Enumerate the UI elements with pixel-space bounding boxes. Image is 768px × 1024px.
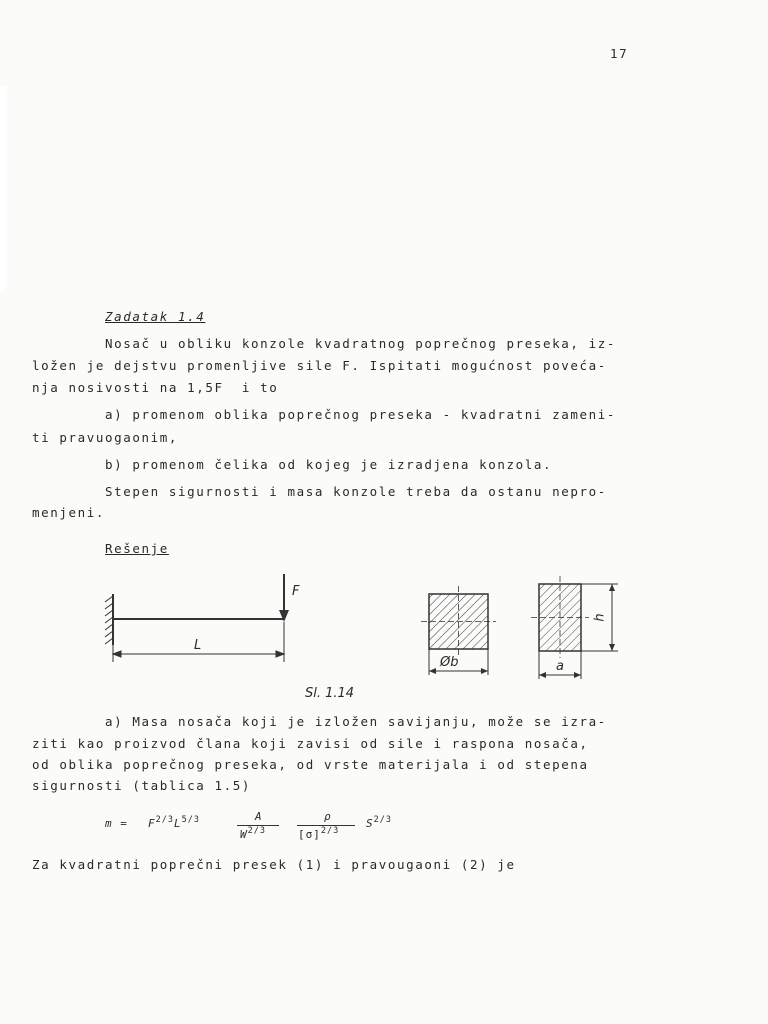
task-line-1: Nosač u obliku konzole kvadratnog poprečnog preseka, iz- <box>105 336 617 351</box>
solution-line-4: sigurnosti (tablica 1.5) <box>32 778 252 793</box>
formula-force-term: $F^{2/3}L^{5/3}$ <box>148 815 200 830</box>
task-heading: Zadatak 1.4 <box>105 309 206 324</box>
height-label: h <box>592 613 608 622</box>
solution-line-3: od oblika poprečnog preseka, od vrste materijala i od stepena <box>32 757 589 772</box>
formula-sigma-term: $[\sigma]^{2/3}$ <box>298 826 340 841</box>
task-line-3: nja nosivosti na 1,5F i to <box>32 380 279 395</box>
solution-line-1: a) Masa nosača koji je izložen savijanju, može se izra- <box>105 714 607 729</box>
task-line-7: Stepen sigurnosti i masa konzole treba da ostanu nepro- <box>105 484 607 499</box>
task-line-6: b) promenom čelika od kojeg je izradjena konzola. <box>105 457 553 472</box>
closing-line: Za kvadratni poprečni presek (1) i pravougaoni (2) je <box>32 857 516 872</box>
formula-A: A <box>255 810 263 823</box>
formula-W-term: $W^{2/3}$ <box>240 826 266 841</box>
scan-edge <box>0 86 6 291</box>
task-line-8: menjeni. <box>32 505 106 520</box>
rect-width-label: a <box>556 659 564 674</box>
width-label: Øb <box>440 655 459 670</box>
rectangle-cross-section <box>531 576 618 679</box>
page-number: 17 <box>610 46 629 61</box>
formula-m: m = <box>105 817 128 830</box>
force-arrow <box>279 574 289 622</box>
solution-line-2: ziti kao proizvod člana koji zavisi od sile i raspona nosača, <box>32 736 589 751</box>
formula-S-term: $S^{2/3}$ <box>366 815 392 830</box>
solution-heading: Rešenje <box>105 541 169 556</box>
wall-support <box>105 594 113 645</box>
task-line-4: a) promenom oblika poprečnog preseka - kvadratni zameni- <box>105 407 617 422</box>
square-cross-section <box>421 586 496 675</box>
formula-rho: ρ <box>324 810 332 823</box>
length-label: L <box>194 638 202 653</box>
task-line-5: ti pravuogaonim, <box>32 430 179 445</box>
figure-caption: Sl. 1.14 <box>305 686 355 701</box>
task-line-2: ložen je dejstvu promenljive sile F. Ispitati mogućnost poveća- <box>32 358 607 373</box>
force-label: F <box>292 584 300 599</box>
